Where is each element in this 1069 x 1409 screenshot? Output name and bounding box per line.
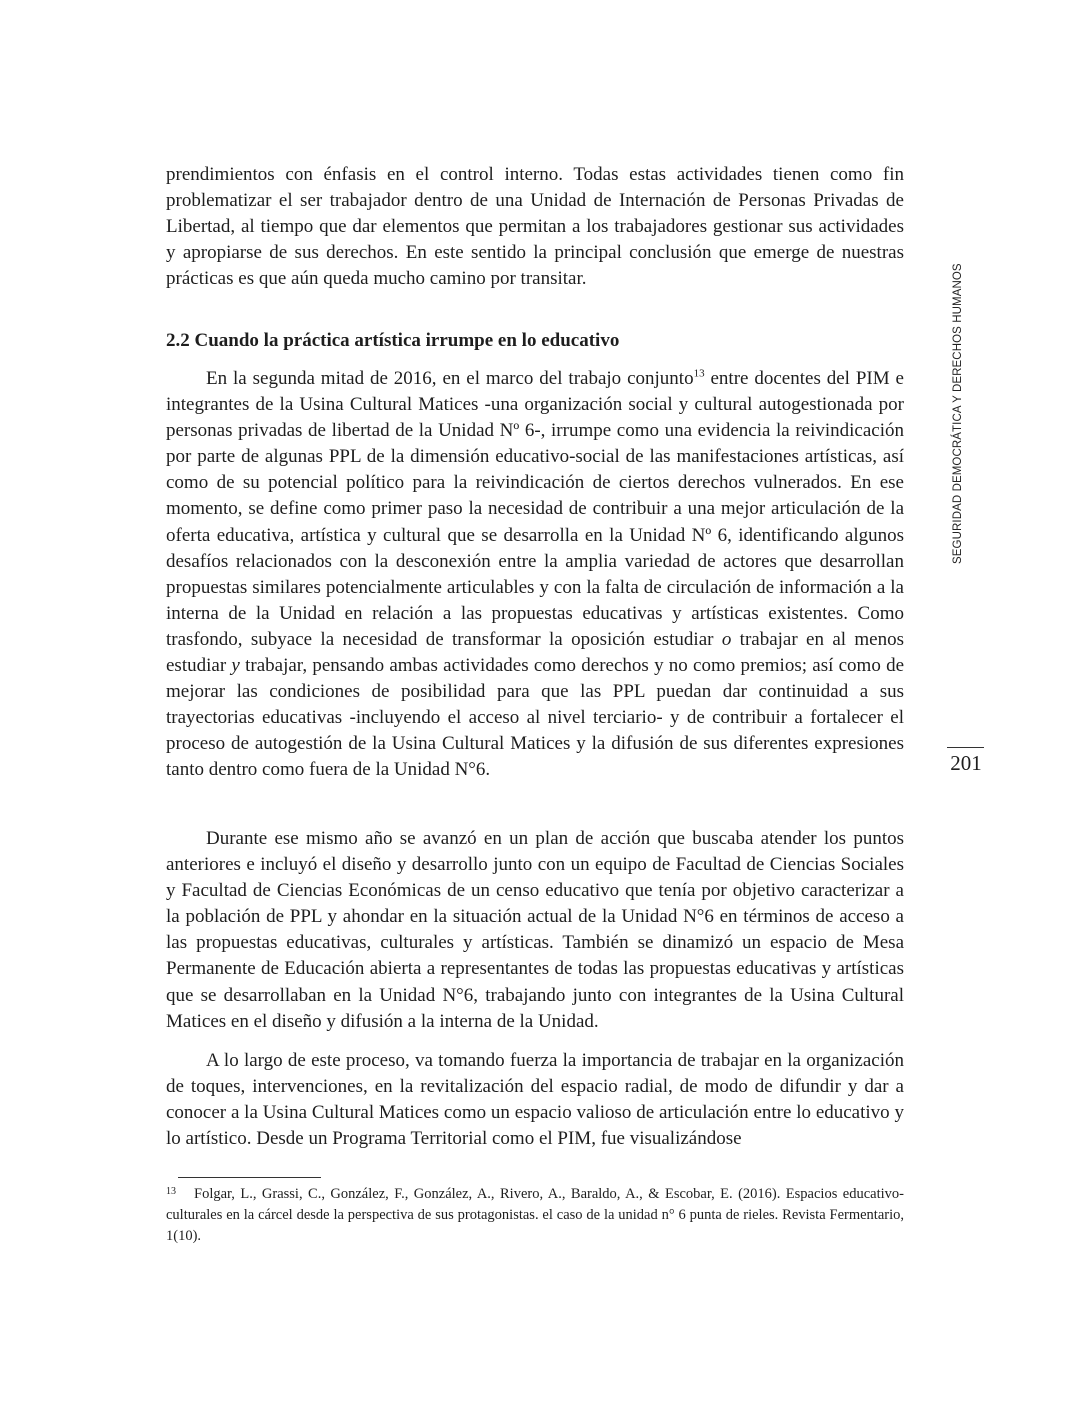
section-heading: 2.2 Cuando la práctica artística irrumpe en lo educativo — [166, 330, 620, 351]
footnote-divider — [178, 1177, 321, 1178]
paragraph-1-part-d: trabajar, pensando ambas actividades como derechos y no como premios; así como de mejorar las condiciones de posibilidad para que las PPL puedan dar continuidad a sus trayectorias educativas -incluyendo el acceso al nivel terciario- y de contribuir a fortalecer el proceso de autogestión de la Usina Cultural Matices y la difusión de sus diferentes expresiones tanto dentro como fuera de la Unidad N°6. — [166, 655, 904, 781]
paragraph-1-italic-o: o — [721, 628, 732, 650]
paragraph-2: Durante ese mismo año se avanzó en un plan de acción que buscaba atender los puntos anteriores e incluyó el diseño y desarrollo junto con un equipo de Facultad de Ciencias Sociales y Facultad de Ciencias Económicas de un censo educativo que tenía por objetivo caracterizar a la población de PPL y ahondar en la situación actual de la Unidad N°6 en términos de acceso a las propuestas educativas, culturales y artísticas. También se dinamizó un espacio de Mesa Permanente de Educación abierta a representantes de todas las propuestas educativas y artísticas que se desarrollaban en la Unidad N°6, trabajando junto con integrantes de la Usina Cultural Matices en el diseño y difusión a la interna de la Unidad. — [166, 828, 904, 1032]
footnote — [166, 1184, 904, 1247]
intro-paragraph-block — [166, 162, 904, 292]
running-header-vertical: SEGURIDAD DEMOCRÁTICA Y DERECHOS HUMANOS — [952, 263, 964, 564]
page-number: 201 — [950, 751, 982, 775]
paragraph-3: A lo largo de este proceso, va tomando fuerza la importancia de trabajar en la organización de toques, intervenciones, en la revitalización del espacio radial, de modo de difundir y dar a conocer a la Usina Cultural Matices como un espacio valioso de articulación entre lo educativo y lo artístico. Desde un Programa Territorial como el PIM, fue visualizándose — [166, 1050, 904, 1150]
paragraph-1-block — [166, 366, 904, 784]
paragraph-3-block — [166, 1048, 904, 1152]
footnote-reference: 13 — [693, 367, 705, 380]
paragraph-1-part-a: En la segunda mitad de 2016, en el marco del trabajo conjunto — [206, 368, 694, 389]
paragraph-1 — [166, 366, 904, 784]
paragraph-2-block — [166, 826, 904, 1035]
paragraph-1-part-b: entre docentes del PIM e integrantes de la Usina Cultural Matices -una organización social y cultural autogestionada por personas privadas de libertad de la Unidad Nº 6-, irrumpe como una evidencia la reivindicación por parte de algunas PPL de la dimensión educativo-social de las manifestaciones artísticas, así como de su potencial político para la reivindicación de ciertos derechos vulnerados. En ese momento, se define como primer paso la necesidad de contribuir a una mejor articulación de la oferta educativa, artística y cultural que se desarrolla en la Unidad Nº 6, identificando algunos desafíos relacionados con la desconexión entre la amplia variedad de actores que desarrollan propuestas similares potencialmente articulables y con la falta de circulación de información a la interna de la Unidad en relación a las propuestas educativas y artísticas existentes. Como trasfondo, subyace la necesidad de transformar la oposición estudiar — [166, 368, 904, 650]
paragraph-1-italic-y: y — [231, 655, 240, 677]
footnote-number: 13 — [166, 1186, 176, 1197]
page-number-rule — [947, 747, 984, 748]
paragraph-1-part-c: trabajar en al menos estudiar — [166, 628, 905, 677]
intro-paragraph: prendimientos con énfasis en el control interno. Todas estas actividades tienen como fin problematizar el ser trabajador dentro de una Unidad de Internación de Personas Privadas de Libertad, al tiempo que dar elementos que permitan a los trabajadores gestionar sus actividades y apropiarse de sus derechos. En este sentido la principal conclusión que emerge de nuestras prácticas es que aún queda mucho camino por transitar. — [166, 164, 904, 290]
footnote-text: Folgar, L., Grassi, C., González, F., González, A., Rivero, A., Baraldo, A., & Escobar, E. (2016). Espacios educativo-culturales en la cárcel desde la perspectiva de sus protagonistas. el caso de la unidad n° 6 punta de rieles. Revista Fermentario, 1(10). — [166, 1186, 904, 1244]
